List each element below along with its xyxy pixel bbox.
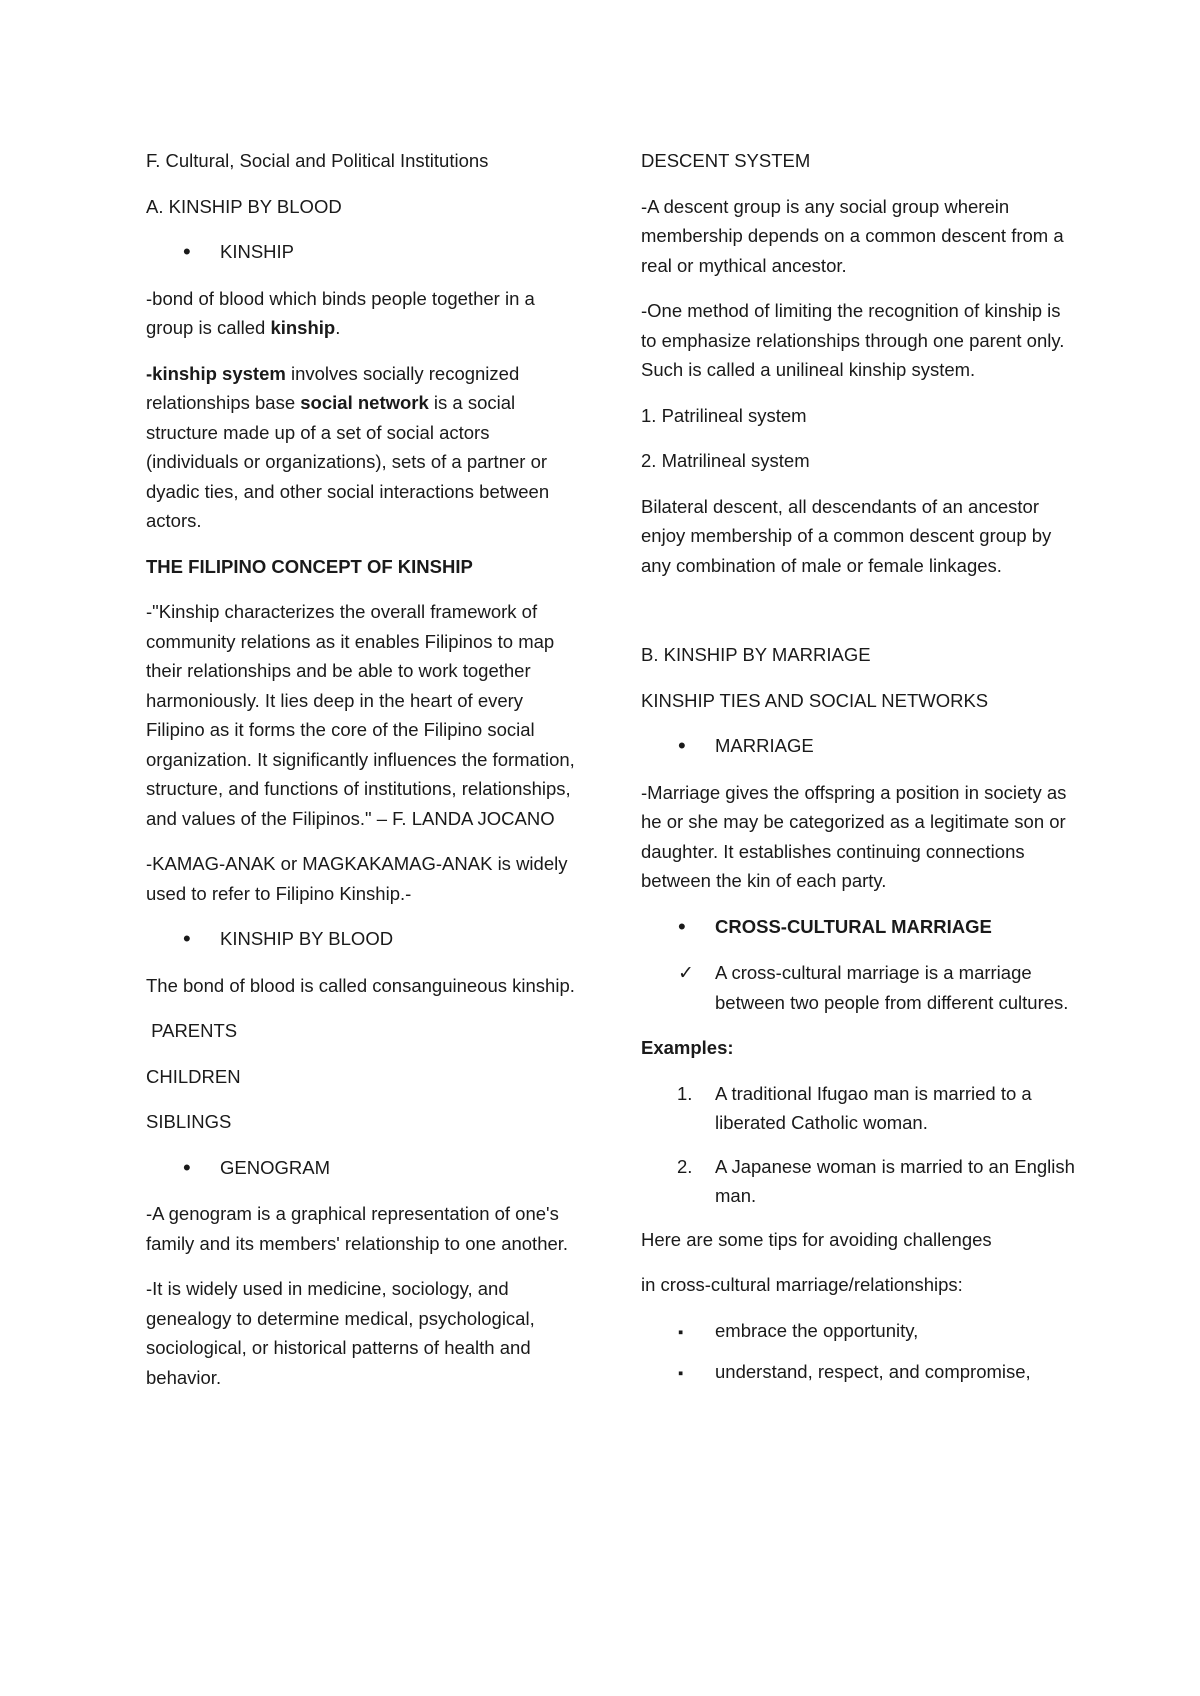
- example-text: A Japanese woman is married to an English man.: [715, 1155, 1075, 1206]
- kinship-term: kinship: [270, 317, 336, 338]
- bullet-genogram: [146, 1153, 576, 1184]
- bilateral-paragraph: Bilateral descent, all descendants of an ancestor enjoy membership of a common descent group by any combination of male or female linkages.: [641, 495, 1052, 576]
- blank-spacer: [641, 596, 1081, 640]
- bullet-genogram-label: GENOGRAM: [220, 1156, 330, 1178]
- checkmark-item: [641, 958, 1081, 1017]
- bullet-kinship: [146, 237, 576, 268]
- bullet-kinship-label: KINSHIP: [220, 241, 295, 262]
- social-network-term: social network: [300, 392, 429, 413]
- social-network-text: is a social structure made up of a set of social actors (individuals or organizations), sets of a partner or dyadic ties, and other social interactions between actors.: [146, 392, 550, 531]
- kinship-definition-text: -bond of blood which binds people together in a group is called: [146, 287, 535, 338]
- section-a-heading: A. KINSHIP BY BLOOD: [146, 195, 342, 217]
- tip-text: understand, respect, and compromise,: [715, 1361, 1031, 1382]
- bullet-kinship-by-blood: [146, 924, 576, 955]
- kinship-system-term: -kinship system: [146, 362, 286, 384]
- bullet-kinship-by-blood-label: KINSHIP BY BLOOD: [220, 928, 394, 949]
- patrilineal-item: 1. Patrilineal system: [641, 404, 807, 426]
- consanguineous-paragraph: The bond of blood is called consanguineous kinship.: [146, 974, 575, 996]
- bullet-cross-cultural: [641, 912, 1081, 943]
- bullet-marriage: [641, 731, 1081, 762]
- tip-item: [641, 1357, 1081, 1389]
- children-label: CHILDREN: [146, 1065, 241, 1087]
- example-text: A traditional Ifugao man is married to a liberated Catholic woman.: [715, 1082, 1032, 1133]
- kinship-definition-end: .: [335, 317, 341, 338]
- bullet-disc-icon: [641, 731, 715, 762]
- unilineal-paragraph: -One method of limiting the recognition of kinship is to emphasize relationships through one parent only. Such is called a unilineal kinship system.: [641, 300, 1065, 380]
- bullet-disc-icon: [146, 1153, 220, 1184]
- example-number: 1.: [677, 1082, 693, 1104]
- section-b-heading: B. KINSHIP BY MARRIAGE: [641, 644, 871, 665]
- matrilineal-item: 2. Matrilineal system: [641, 450, 810, 471]
- filipino-concept-heading: THE FILIPINO CONCEPT OF KINSHIP: [146, 555, 473, 577]
- jocano-quote: -"Kinship characterizes the overall framework of community relations as it enables Filipinos to map their relationships and be able to work together harmoniously. It lies deep in the heart of every Filipino as it forms the core of the Filipino social organization. It significantly influences the formation, structure, and functions of institutions, relationships, and values of the Filipinos." – F. LANDA JOCANO: [146, 601, 575, 829]
- kinship-ties-heading: KINSHIP TIES AND SOCIAL NETWORKS: [641, 689, 989, 711]
- marriage-definition: -Marriage gives the offspring a position in society as he or she may be categorized as a legitimate son or daughter. It establishes continuing connections between the kin of each party.: [641, 781, 1067, 891]
- square-bullet-icon: [641, 1357, 715, 1389]
- left-column: [146, 146, 576, 1408]
- parents-label: PARENTS: [146, 1020, 238, 1041]
- bullet-cross-cultural-label: CROSS-CULTURAL MARRIAGE: [715, 915, 992, 937]
- genogram-definition: -A genogram is a graphical representation of one's family and its members' relationship to one another.: [146, 1203, 569, 1254]
- tip-item: [641, 1316, 1081, 1348]
- example-item: [641, 1152, 1081, 1211]
- checkmark-icon: [641, 958, 715, 1017]
- descent-system-heading: DESCENT SYSTEM: [641, 150, 811, 171]
- bullet-disc-icon: [641, 912, 715, 943]
- bullet-disc-icon: [146, 237, 220, 268]
- example-number: 2.: [677, 1155, 693, 1177]
- bullet-disc-icon: [146, 924, 220, 955]
- document-title: F. Cultural, Social and Political Institutions: [146, 150, 489, 171]
- descent-definition: -A descent group is any social group wherein membership depends on a common descent from a real or mythical ancestor.: [641, 195, 1064, 276]
- cross-cultural-definition: A cross-cultural marriage is a marriage between two people from different cultures.: [715, 962, 1069, 1013]
- bullet-marriage-label: MARRIAGE: [715, 735, 814, 756]
- tip-text: embrace the opportunity,: [715, 1319, 919, 1341]
- right-column: [641, 146, 1081, 1405]
- kinship-definition: [146, 284, 576, 343]
- examples-heading: Examples:: [641, 1037, 734, 1058]
- square-bullet-icon: [641, 1316, 715, 1348]
- genogram-usage: -It is widely used in medicine, sociology, and genealogy to determine medical, psychological, sociological, or historical patterns of health and behavior.: [146, 1278, 535, 1388]
- kinship-system-text: involves socially recognized relationships base: [146, 362, 520, 413]
- tips-intro-line-2: in cross-cultural marriage/relationships:: [641, 1274, 963, 1295]
- tips-intro-line-1: Here are some tips for avoiding challenges: [641, 1228, 992, 1250]
- example-item: [641, 1079, 1081, 1138]
- siblings-label: SIBLINGS: [146, 1111, 232, 1132]
- kinship-system-paragraph: [146, 359, 576, 536]
- kamag-anak-paragraph: -KAMAG-ANAK or MAGKAKAMAG-ANAK is widely used to refer to Filipino Kinship.-: [146, 853, 568, 904]
